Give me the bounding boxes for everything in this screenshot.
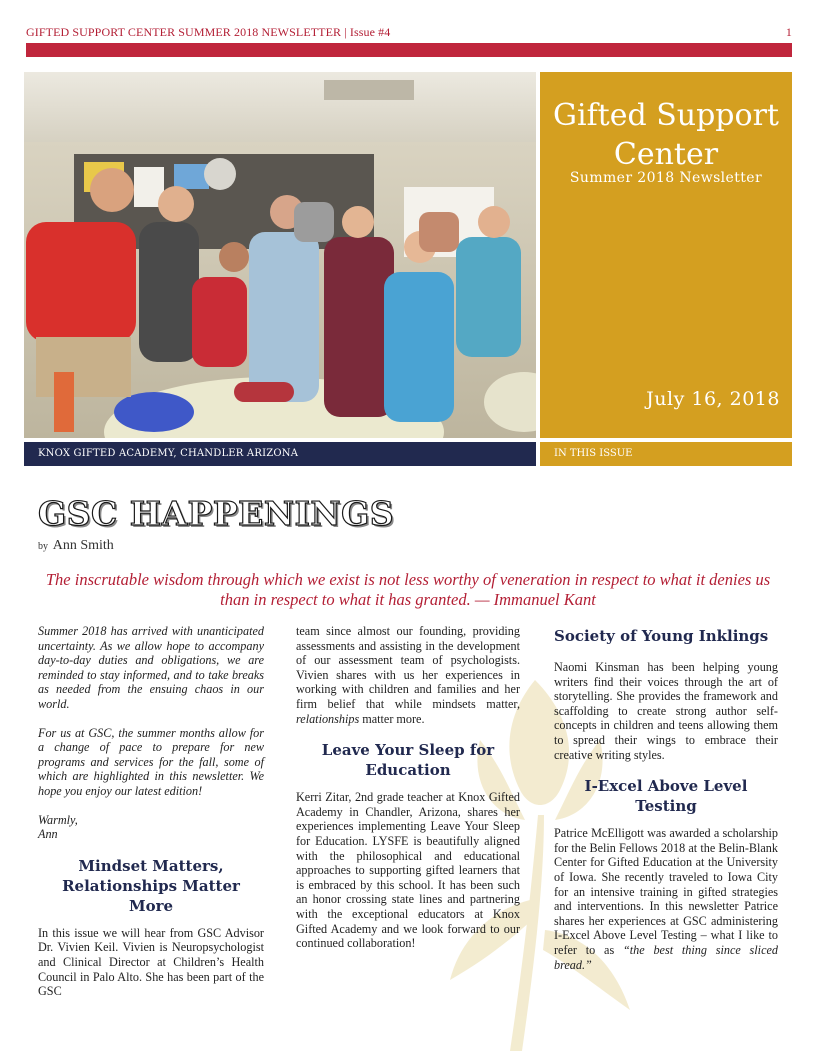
signature xyxy=(38,813,264,842)
signature-warmly: Warmly, xyxy=(38,812,78,827)
byline xyxy=(38,538,114,554)
editor-intro xyxy=(38,624,264,799)
masthead-subtitle: Summer 2018 Newsletter xyxy=(569,170,763,186)
masthead-title-line2: Center xyxy=(613,137,719,172)
pull-quote: The inscrutable wisdom through which we exist is not less worthy of veneration in respect to what it denies us than in respect to what it has granted. — Immanuel Kant xyxy=(45,570,771,609)
mindset-continued-end: matter more. xyxy=(359,711,425,726)
mindset-continued-text: team since almost our founding, providing assessments and assisting in the development of our assessment team of psychologists. Vivien shares with us her experiences in working with children and families and her firm belief that while mindsets matter, xyxy=(296,624,520,711)
in-this-issue-label: IN THIS ISSUE xyxy=(540,442,792,466)
mindset-paragraph: In this issue we will hear from GSC Advisor Dr. Vivien Keil. Vivien is Neuropsychologist and Clinical Director at Children’s Health Council in Palo Alto. She has been part of the GSC xyxy=(38,925,264,999)
newsletter-running-title: GIFTED SUPPORT CENTER SUMMER 2018 NEWSLETTER | Issue #4 xyxy=(26,25,391,39)
signature-name: Ann xyxy=(38,827,58,842)
header-red-rule xyxy=(26,43,792,57)
section-heading-leave-your-sleep: Leave Your Sleep for Education xyxy=(321,741,495,780)
running-header xyxy=(26,25,792,41)
column-3 xyxy=(554,624,778,986)
column-2 xyxy=(296,624,520,965)
page-number: 1 xyxy=(785,25,792,39)
byline-by: by xyxy=(38,541,48,552)
issue-date: July 16, 2018 xyxy=(646,388,780,410)
intro-paragraph-2: For us at GSC, the summer months allow for a change of pace to prepare for new programs and services for the fall, some of which are highlighted in this newsletter. We hope you enjoy our latest edition! xyxy=(38,725,264,798)
mindset-emphasis: relationships xyxy=(296,711,360,726)
section-heading-mindset: Mindset Matters, Relationships Matter More xyxy=(62,856,240,915)
column-1 xyxy=(38,624,264,1013)
i-excel-text: Patrice McElligott was awarded a scholarship for the Belin Fellows 2018 at the Belin-Blank Center for Gifted Education at the University of Iowa. She recently traveled to Iowa City for an intensive training in gifted strategies and interventions. In this newsletter Patrice shares her experiences at GSC administering I-Excel Above Level Testing – what I like to refer to as xyxy=(554,826,778,957)
article-headline: GSC HAPPENINGS xyxy=(38,494,395,533)
photo-caption: KNOX GIFTED ACADEMY, CHANDLER ARIZONA xyxy=(24,442,536,466)
section-heading-i-excel: I-Excel Above Level Testing xyxy=(584,777,748,816)
mindset-continued-paragraph xyxy=(296,624,520,726)
byline-author: Ann Smith xyxy=(52,538,114,553)
inklings-paragraph: Naomi Kinsman has been helping young writers find their voices through the art of storytelling. She provides the framework and scaffolding to create strong author self-concepts in children and teens allowing them to spread their wings to embrace their creative writing styles. xyxy=(554,660,778,762)
group-photo-image xyxy=(24,72,536,438)
masthead-title-line1: Gifted Support xyxy=(553,98,779,133)
leave-your-sleep-paragraph: Kerri Zitar, 2nd grade teacher at Knox Gifted Academy in Chandler, Arizona, shares her experiences implementing Leave Your Sleep for Education. LYSFE is beautifully aligned with the philosophical and educational approaches to supporting gifted learners that is embraced by this school. It has been such an honor crossing state lines and partnering with the exceptional educators at Knox Gifted Academy and we look forward to our continued collaboration! xyxy=(296,790,520,951)
group-photo xyxy=(24,72,536,438)
i-excel-paragraph xyxy=(554,826,778,972)
i-excel-emphasis: “the best thing since sliced bread.” xyxy=(554,942,778,972)
masthead-title xyxy=(540,96,792,174)
section-heading-inklings: Society of Young Inklings xyxy=(554,627,769,645)
masthead-panel xyxy=(540,72,792,438)
intro-paragraph-1: Summer 2018 has arrived with unanticipated uncertainty. As we allow hope to accompany day-to-day duties and obligations, we are reminded to stay informed, and to take breaks as needed from the ensuing chaos in our world. xyxy=(38,624,264,711)
